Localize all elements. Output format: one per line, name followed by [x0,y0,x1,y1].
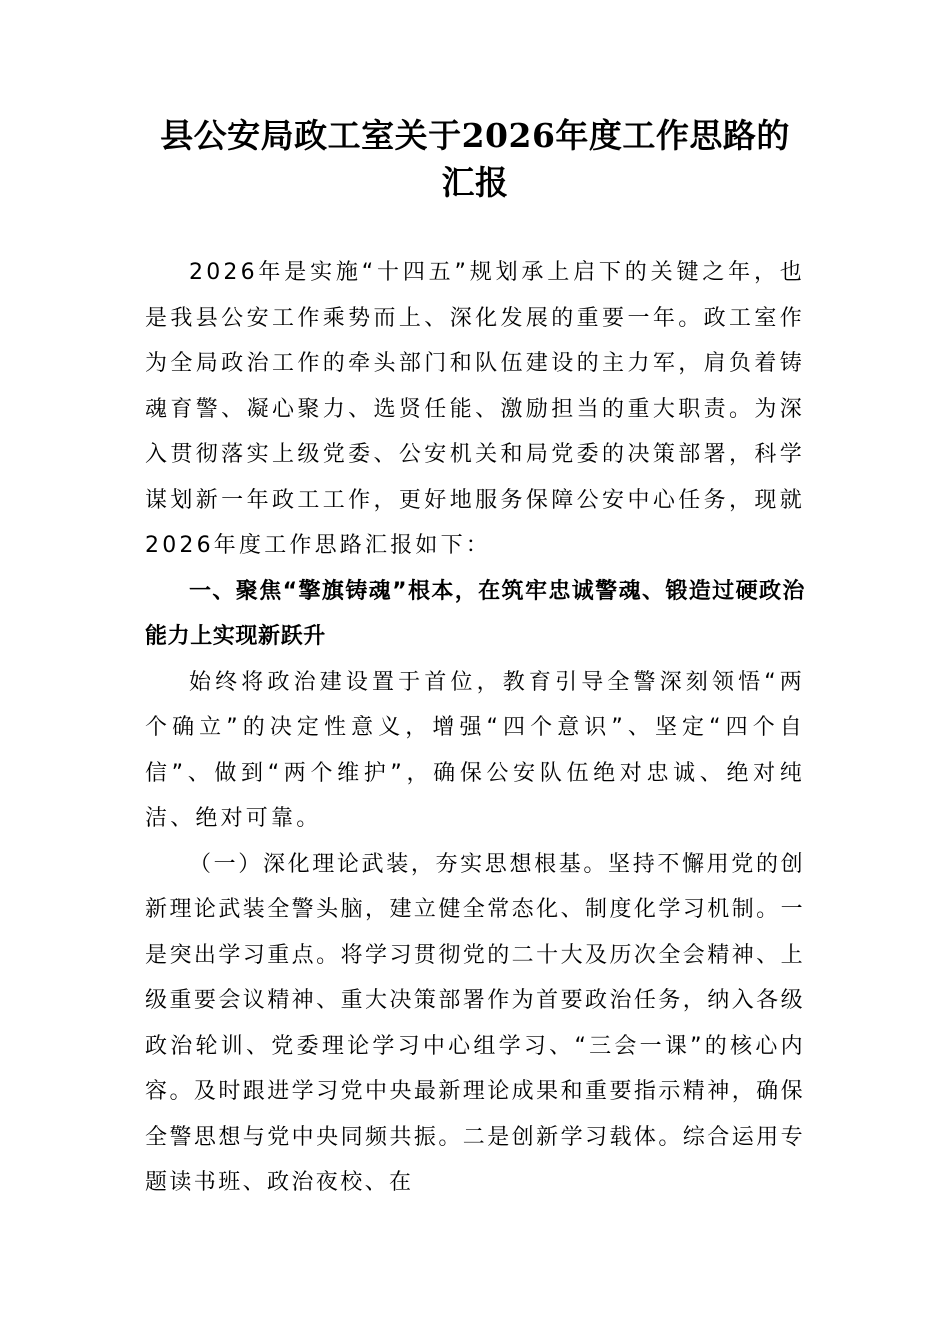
subsection-body: 坚持不懈用党的创新理论武装全警头脑，建立健全常态化、制度化学习机制。一是突出学习重点。将学习贯彻党的二十大及历次全会精神、上级重要会议精神、重大决策部署作为首要政治任务，纳入各级政治轮训、党委理论学习中心组学习、“三会一课”的核心内容。及时跟进学习党中央最新理论成果和重要指示精神，确保全警思想与党中央同频共振。二是创新学习载体。综合运用专题读书班、政治夜校、在 [145,851,805,1195]
intro-paragraph: 2026年是实施“十四五”规划承上启下的关键之年，也是我县公安工作乘势而上、深化发展的重要一年。政工室作为全局政治工作的牵头部门和队伍建设的主力军，肩负着铸魂育警、凝心聚力、选贤任能、激励担当的重大职责。为深入贯彻落实上级党委、公安机关和局党委的决策部署，科学谋划新一年政工工作，更好地服务保障公安中心任务，现就2026年度工作思路汇报如下： [145,260,805,558]
document-body [145,250,805,1206]
document-title: 县公安局政工室关于2026年度工作思路的汇报 [160,116,790,202]
subsection-paragraph [145,842,805,1206]
section-paragraph: 始终将政治建设置于首位，教育引导全警深刻领悟“两个确立”的决定性意义，增强“四个意识”、坚定“四个自信”、做到“两个维护”，确保公安队伍绝对忠诚、绝对纯洁、绝对可靠。 [145,669,805,831]
section-heading: 一、聚焦“擎旗铸魂”根本，在筑牢忠诚警魂、锻造过硬政治能力上实现新跃升 [145,578,805,649]
subsection-title: （一）深化理论武装，夯实思想根基。 [189,851,609,877]
